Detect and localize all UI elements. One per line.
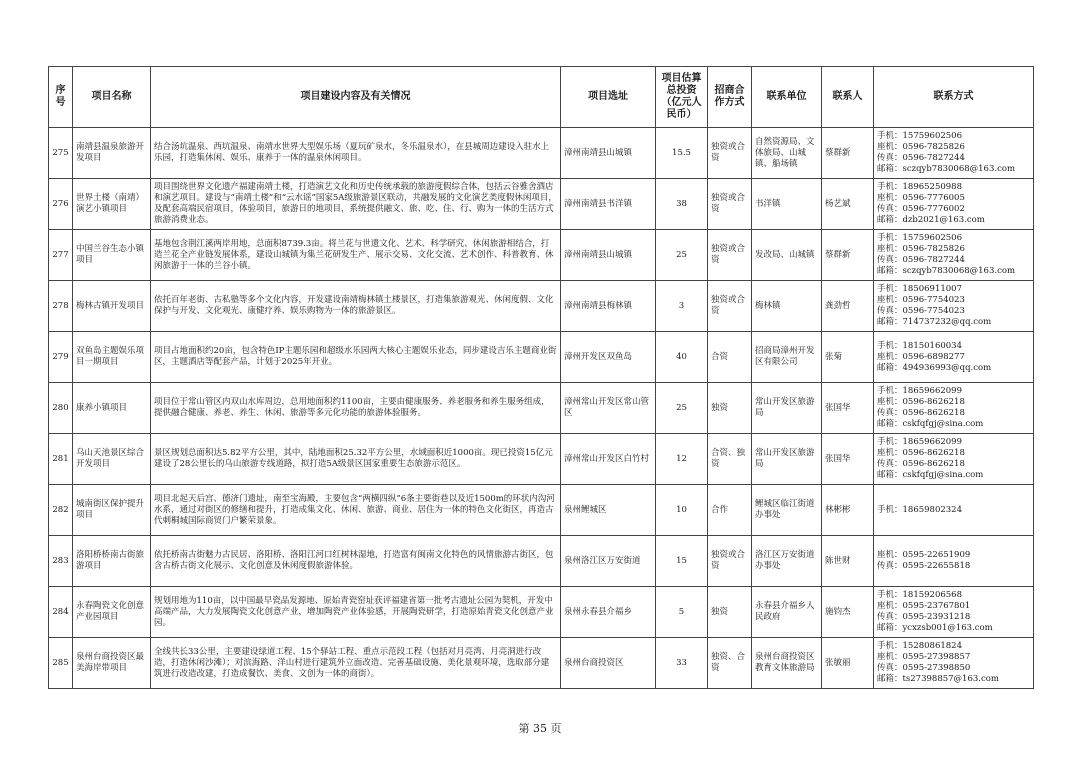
table-row — [49, 179, 1034, 230]
cell-contact-info — [874, 434, 1034, 485]
contact-line: 手机：18159206568 — [877, 590, 962, 600]
cell-contact-person: 施钧杰 — [822, 587, 874, 638]
cell-content: 项目占地面积约20亩，包含特色IP主题乐园和超级水乐园两大核心主题娱乐业态，同步建设吉乐主题商业街区，主题酒店等配套产品，计划于2025年开业。 — [151, 332, 561, 383]
cell-contact-unit: 梅林镇 — [752, 281, 822, 332]
table-row — [49, 128, 1034, 179]
cell-project-name: 永春陶瓷文化创意产业园项目 — [73, 587, 151, 638]
cell-contact-unit: 常山开发区旅游局 — [752, 434, 822, 485]
header-content: 项目建设内容及有关情况 — [151, 67, 561, 128]
cell-investment: 15.5 — [656, 128, 708, 179]
cell-contact-unit: 泉州台商投资区教育文体旅游局 — [752, 638, 822, 689]
contact-line: 座机：0595-27398857 — [877, 652, 971, 662]
cell-site: 漳州南靖县书洋镇 — [561, 179, 656, 230]
cell-site: 漳州南靖县山城镇 — [561, 128, 656, 179]
cell-contact-person: 蔡群新 — [822, 128, 874, 179]
cell-content: 项目北起天后宫、德济门遗址，南至宝海殿，主要包含“两横四纵”6条主要街巷以及近1500m的环状内沟河水系，通过对街区的修缮和提升，打造成集文化、休闲、旅游、商业、居住为一体的特色文化街区，再造古代刺桐城国际商贸门户繁荣景象。 — [151, 485, 561, 536]
contact-line: 座机：0596-7754023 — [877, 295, 965, 305]
cell-site: 漳州开发区双鱼岛 — [561, 332, 656, 383]
cell-investment: 5 — [656, 587, 708, 638]
cell-contact-info — [874, 587, 1034, 638]
cell-project-name: 乌山天池景区综合开发项目 — [73, 434, 151, 485]
contact-line: 传真：0595-22655818 — [877, 561, 971, 571]
cell-no: 277 — [49, 230, 73, 281]
cell-no: 281 — [49, 434, 73, 485]
contact-line: 邮箱：sczqyb7830068@163.com — [877, 164, 1016, 174]
table-row — [49, 587, 1034, 638]
cell-site: 泉州永春县介福乡 — [561, 587, 656, 638]
cell-no: 283 — [49, 536, 73, 587]
contact-line: 座机：0596-6898277 — [877, 351, 965, 362]
cell-investment: 3 — [656, 281, 708, 332]
cell-investment: 12 — [656, 434, 708, 485]
cell-investment: 15 — [656, 536, 708, 587]
cell-investment: 40 — [656, 332, 708, 383]
table-row — [49, 434, 1034, 485]
header-project-name: 项目名称 — [73, 67, 151, 128]
cell-investment: 38 — [656, 179, 708, 230]
cell-site: 漳州南靖县梅林镇 — [561, 281, 656, 332]
cell-site: 漳州南靖县山城镇 — [561, 230, 656, 281]
cell-contact-unit: 常山开发区旅游局 — [752, 383, 822, 434]
cell-contact-info — [874, 383, 1034, 434]
project-table — [48, 66, 1034, 689]
table-row — [49, 536, 1034, 587]
cell-content: 结合汤坑温泉、西坑温泉、南靖水世界大型娱乐场（夏玩矿泉水，冬乐温泉水），在县城周边建设入驻水上乐园，打造集休闲、娱乐、康养于一体的温泉休闲项目。 — [151, 128, 561, 179]
cell-cooperation-mode: 独资或合资 — [708, 179, 752, 230]
cell-cooperation-mode: 合资 — [708, 332, 752, 383]
contact-line: 传真：0595-23931218 — [877, 612, 971, 622]
cell-site: 漳州常山开发区常山管区 — [561, 383, 656, 434]
cell-no: 285 — [49, 638, 73, 689]
contact-line: 座机：0596-8626218 — [877, 448, 965, 458]
contact-line: 传真：0596-7827244 — [877, 153, 965, 163]
cell-contact-unit: 书洋镇 — [752, 179, 822, 230]
contact-line: 邮箱：sczqyb7830068@163.com — [877, 266, 1016, 276]
cell-cooperation-mode: 独资 — [708, 383, 752, 434]
contact-line: 传真：0596-8626218 — [877, 408, 965, 418]
contact-line: 手机：18659802324 — [877, 504, 962, 515]
contact-line: 邮箱：dzb2021@163.com — [877, 215, 985, 225]
cell-contact-unit: 鲤城区临江街道办事处 — [752, 485, 822, 536]
cell-cooperation-mode: 独资或合资 — [708, 536, 752, 587]
contact-line: 手机：18506911007 — [877, 284, 962, 294]
contact-line: 座机：0595-22651909 — [877, 550, 971, 560]
header-investment: 项目估算总投资（亿元人民币） — [656, 67, 708, 128]
cell-content: 项目围绕世界文化遗产福建南靖土楼，打造演艺文化和历史传统承载的旅游度假综合体，包括云谷雅舍酒店和演艺项目。建设与“南靖土楼”和“云水谣”国家5A级旅游景区联动，共融发展的文化演艺类度假休闲项目，及配套高端民宿项目，体验项目，旅游日的地项目，系统提供融文、旅、吃、住、行、购为一体的生活方式旅游消费业态。 — [151, 179, 561, 230]
cell-project-name: 中国兰谷生态小镇项目 — [73, 230, 151, 281]
cell-content: 依托桥南古街魅力古民居、洛阳桥、洛阳江河口红树林湿地，打造富有闽南文化特色的风情旅游古街区，包含古桥古街文化展示、文化创意及休闲度假旅游体验。 — [151, 536, 561, 587]
cell-no: 280 — [49, 383, 73, 434]
cell-contact-info — [874, 128, 1034, 179]
cell-no: 276 — [49, 179, 73, 230]
table-row — [49, 383, 1034, 434]
cell-content: 景区规划总面积达5.82平方公里，其中，陆地面积25.32平方公里，水域面积近1000亩。现已投资15亿元建设了28公里长的乌山旅游专线道路，拟打造5A级景区国家重要生态旅游示范区。 — [151, 434, 561, 485]
table-header-row — [49, 67, 1034, 128]
contact-line: 座机：0595-23767801 — [877, 601, 971, 611]
cell-contact-unit: 永春县介福乡人民政府 — [752, 587, 822, 638]
cell-contact-person: 张敏丽 — [822, 638, 874, 689]
contact-line: 手机：18659662099 — [877, 386, 962, 396]
cell-cooperation-mode: 合资、独资 — [708, 434, 752, 485]
contact-line: 传真：0596-7827244 — [877, 255, 965, 265]
cell-contact-person: 杨艺斌 — [822, 179, 874, 230]
cell-contact-info — [874, 332, 1034, 383]
cell-contact-info — [874, 536, 1034, 587]
header-contact-info: 联系方式 — [874, 67, 1034, 128]
contact-line: 邮箱：ts27398857@163.com — [877, 674, 999, 684]
cell-investment: 25 — [656, 230, 708, 281]
cell-contact-unit: 洛江区万安街道办事处 — [752, 536, 822, 587]
cell-investment: 33 — [656, 638, 708, 689]
contact-line: 邮箱：ycxzsb001@163.com — [877, 623, 993, 633]
header-contact-unit: 联系单位 — [752, 67, 822, 128]
table-row — [49, 281, 1034, 332]
cell-site: 漳州常山开发区白竹村 — [561, 434, 656, 485]
cell-site: 泉州台商投资区 — [561, 638, 656, 689]
cell-content: 基地包含荆江溪两岸用地，总面积8739.3亩。将兰花与世遗文化、艺术、科学研究、休闲旅游相结合，打造兰花全产业链发展体系，建设山城镇为集兰花研发生产、展示交易、文化交流、艺术创作、科普教育、休闲旅游于一体的兰谷小镇。 — [151, 230, 561, 281]
cell-investment: 25 — [656, 383, 708, 434]
cell-content: 依托百年老街、古私塾等多个文化内容，开发建设南靖梅林镇土楼景区，打造集旅游观光、休闲度假、文化保护与开发、文化观光、康健疗养、娱乐购物为一体的旅游景区。 — [151, 281, 561, 332]
contact-line: 座机：0596-7776005 — [877, 193, 965, 203]
contact-line: 手机：15759602506 — [877, 233, 962, 243]
cell-contact-unit: 发改局、山城镇 — [752, 230, 822, 281]
cell-site: 泉州洛江区万安街道 — [561, 536, 656, 587]
cell-contact-person: 张国华 — [822, 434, 874, 485]
contact-line: 邮箱：494936993@qq.com — [877, 362, 992, 373]
cell-cooperation-mode: 独资 — [708, 587, 752, 638]
cell-contact-info — [874, 485, 1034, 536]
cell-project-name: 泉州台商投资区最美海岸带项目 — [73, 638, 151, 689]
contact-line: 传真：0596-8626218 — [877, 459, 965, 469]
contact-line: 传真：0596-7754023 — [877, 306, 965, 316]
contact-line: 座机：0596-8626218 — [877, 397, 965, 407]
cell-project-name: 南靖县温泉旅游开发项目 — [73, 128, 151, 179]
contact-line: 邮箱：714737232@qq.com — [877, 317, 992, 327]
header-contact-person: 联系人 — [822, 67, 874, 128]
table-row — [49, 485, 1034, 536]
table-row — [49, 638, 1034, 689]
cell-project-name: 世界土楼（南靖）演艺小镇项目 — [73, 179, 151, 230]
cell-cooperation-mode: 独资或合资 — [708, 230, 752, 281]
contact-line: 座机：0596-7825826 — [877, 142, 965, 152]
cell-contact-info — [874, 230, 1034, 281]
cell-contact-info — [874, 638, 1034, 689]
cell-content: 规划用地为110亩，以中国最早瓷品发源地、原始青瓷窑址获评福建省第一批考古遗址公园为契机，开发中高端产品，大力发展陶瓷文化创意产业，增加陶瓷产业体验感，开展陶瓷研学，打造原始青瓷文化创意产业园。 — [151, 587, 561, 638]
table-row — [49, 230, 1034, 281]
cell-project-name: 梅林古镇开发项目 — [73, 281, 151, 332]
cell-contact-info — [874, 281, 1034, 332]
header-no: 序号 — [49, 67, 73, 128]
header-site: 项目选址 — [561, 67, 656, 128]
cell-project-name: 康养小镇项目 — [73, 383, 151, 434]
contact-line: 邮箱：cskfqfgj@sina.com — [877, 419, 984, 429]
cell-site: 泉州鲤城区 — [561, 485, 656, 536]
page-number: 第 35 页 — [518, 722, 562, 735]
cell-cooperation-mode: 合作 — [708, 485, 752, 536]
cell-no: 278 — [49, 281, 73, 332]
contact-line: 手机：18150160034 — [877, 340, 962, 351]
cell-project-name: 城南街区保护提升项目 — [73, 485, 151, 536]
table-body — [49, 128, 1034, 689]
cell-cooperation-mode: 独资、合资 — [708, 638, 752, 689]
cell-no: 275 — [49, 128, 73, 179]
contact-line: 传真：0595-27398850 — [877, 663, 971, 673]
cell-contact-person: 张菊 — [822, 332, 874, 383]
cell-content: 项目位于常山管区内双山水库周边，总用地面积约1100亩，主要由健康服务、养老服务和养生服务组成，提供融合健康、养老、养生、休闲、旅游等多元化功能的旅游体验服务。 — [151, 383, 561, 434]
contact-line: 传真：0596-7776002 — [877, 204, 965, 214]
cell-cooperation-mode: 独资或合资 — [708, 281, 752, 332]
table-row — [49, 332, 1034, 383]
cell-investment: 10 — [656, 485, 708, 536]
cell-contact-unit: 自然资源局、文体旅局、山城镇、船场镇 — [752, 128, 822, 179]
cell-contact-person: 龚劲哲 — [822, 281, 874, 332]
cell-project-name: 双鱼岛主题娱乐项目一期项目 — [73, 332, 151, 383]
contact-line: 座机：0596-7825826 — [877, 244, 965, 254]
cell-no: 284 — [49, 587, 73, 638]
contact-line: 手机：18965250988 — [877, 182, 962, 192]
cell-contact-person: 蔡群新 — [822, 230, 874, 281]
contact-line: 手机：15280861824 — [877, 641, 962, 651]
cell-contact-person: 林彬彬 — [822, 485, 874, 536]
contact-line: 手机：15759602506 — [877, 131, 962, 141]
header-cooperation-mode: 招商合作方式 — [708, 67, 752, 128]
contact-line: 手机：18659662099 — [877, 437, 962, 447]
cell-no: 279 — [49, 332, 73, 383]
contact-line: 邮箱：cskfqfgj@sina.com — [877, 470, 984, 480]
cell-contact-person: 张国华 — [822, 383, 874, 434]
cell-contact-info — [874, 179, 1034, 230]
cell-contact-person: 陈世财 — [822, 536, 874, 587]
cell-content: 全线共长33公里，主要建设绿道工程、15个驿站工程、重点示范段工程（包括对月亮湾、月亮洞进行改造，打造休闲沙滩）；对滨海路、洋山村进行建筑外立面改造、完善基础设施、美化景观环境，选取部分建筑进行改造改建，打造成餐饮、美食、文创为一体的商街）。 — [151, 638, 561, 689]
cell-contact-unit: 招商局漳州开发区有限公司 — [752, 332, 822, 383]
cell-project-name: 洛阳桥桥南古街旅游项目 — [73, 536, 151, 587]
cell-cooperation-mode: 独资或合资 — [708, 128, 752, 179]
cell-no: 282 — [49, 485, 73, 536]
